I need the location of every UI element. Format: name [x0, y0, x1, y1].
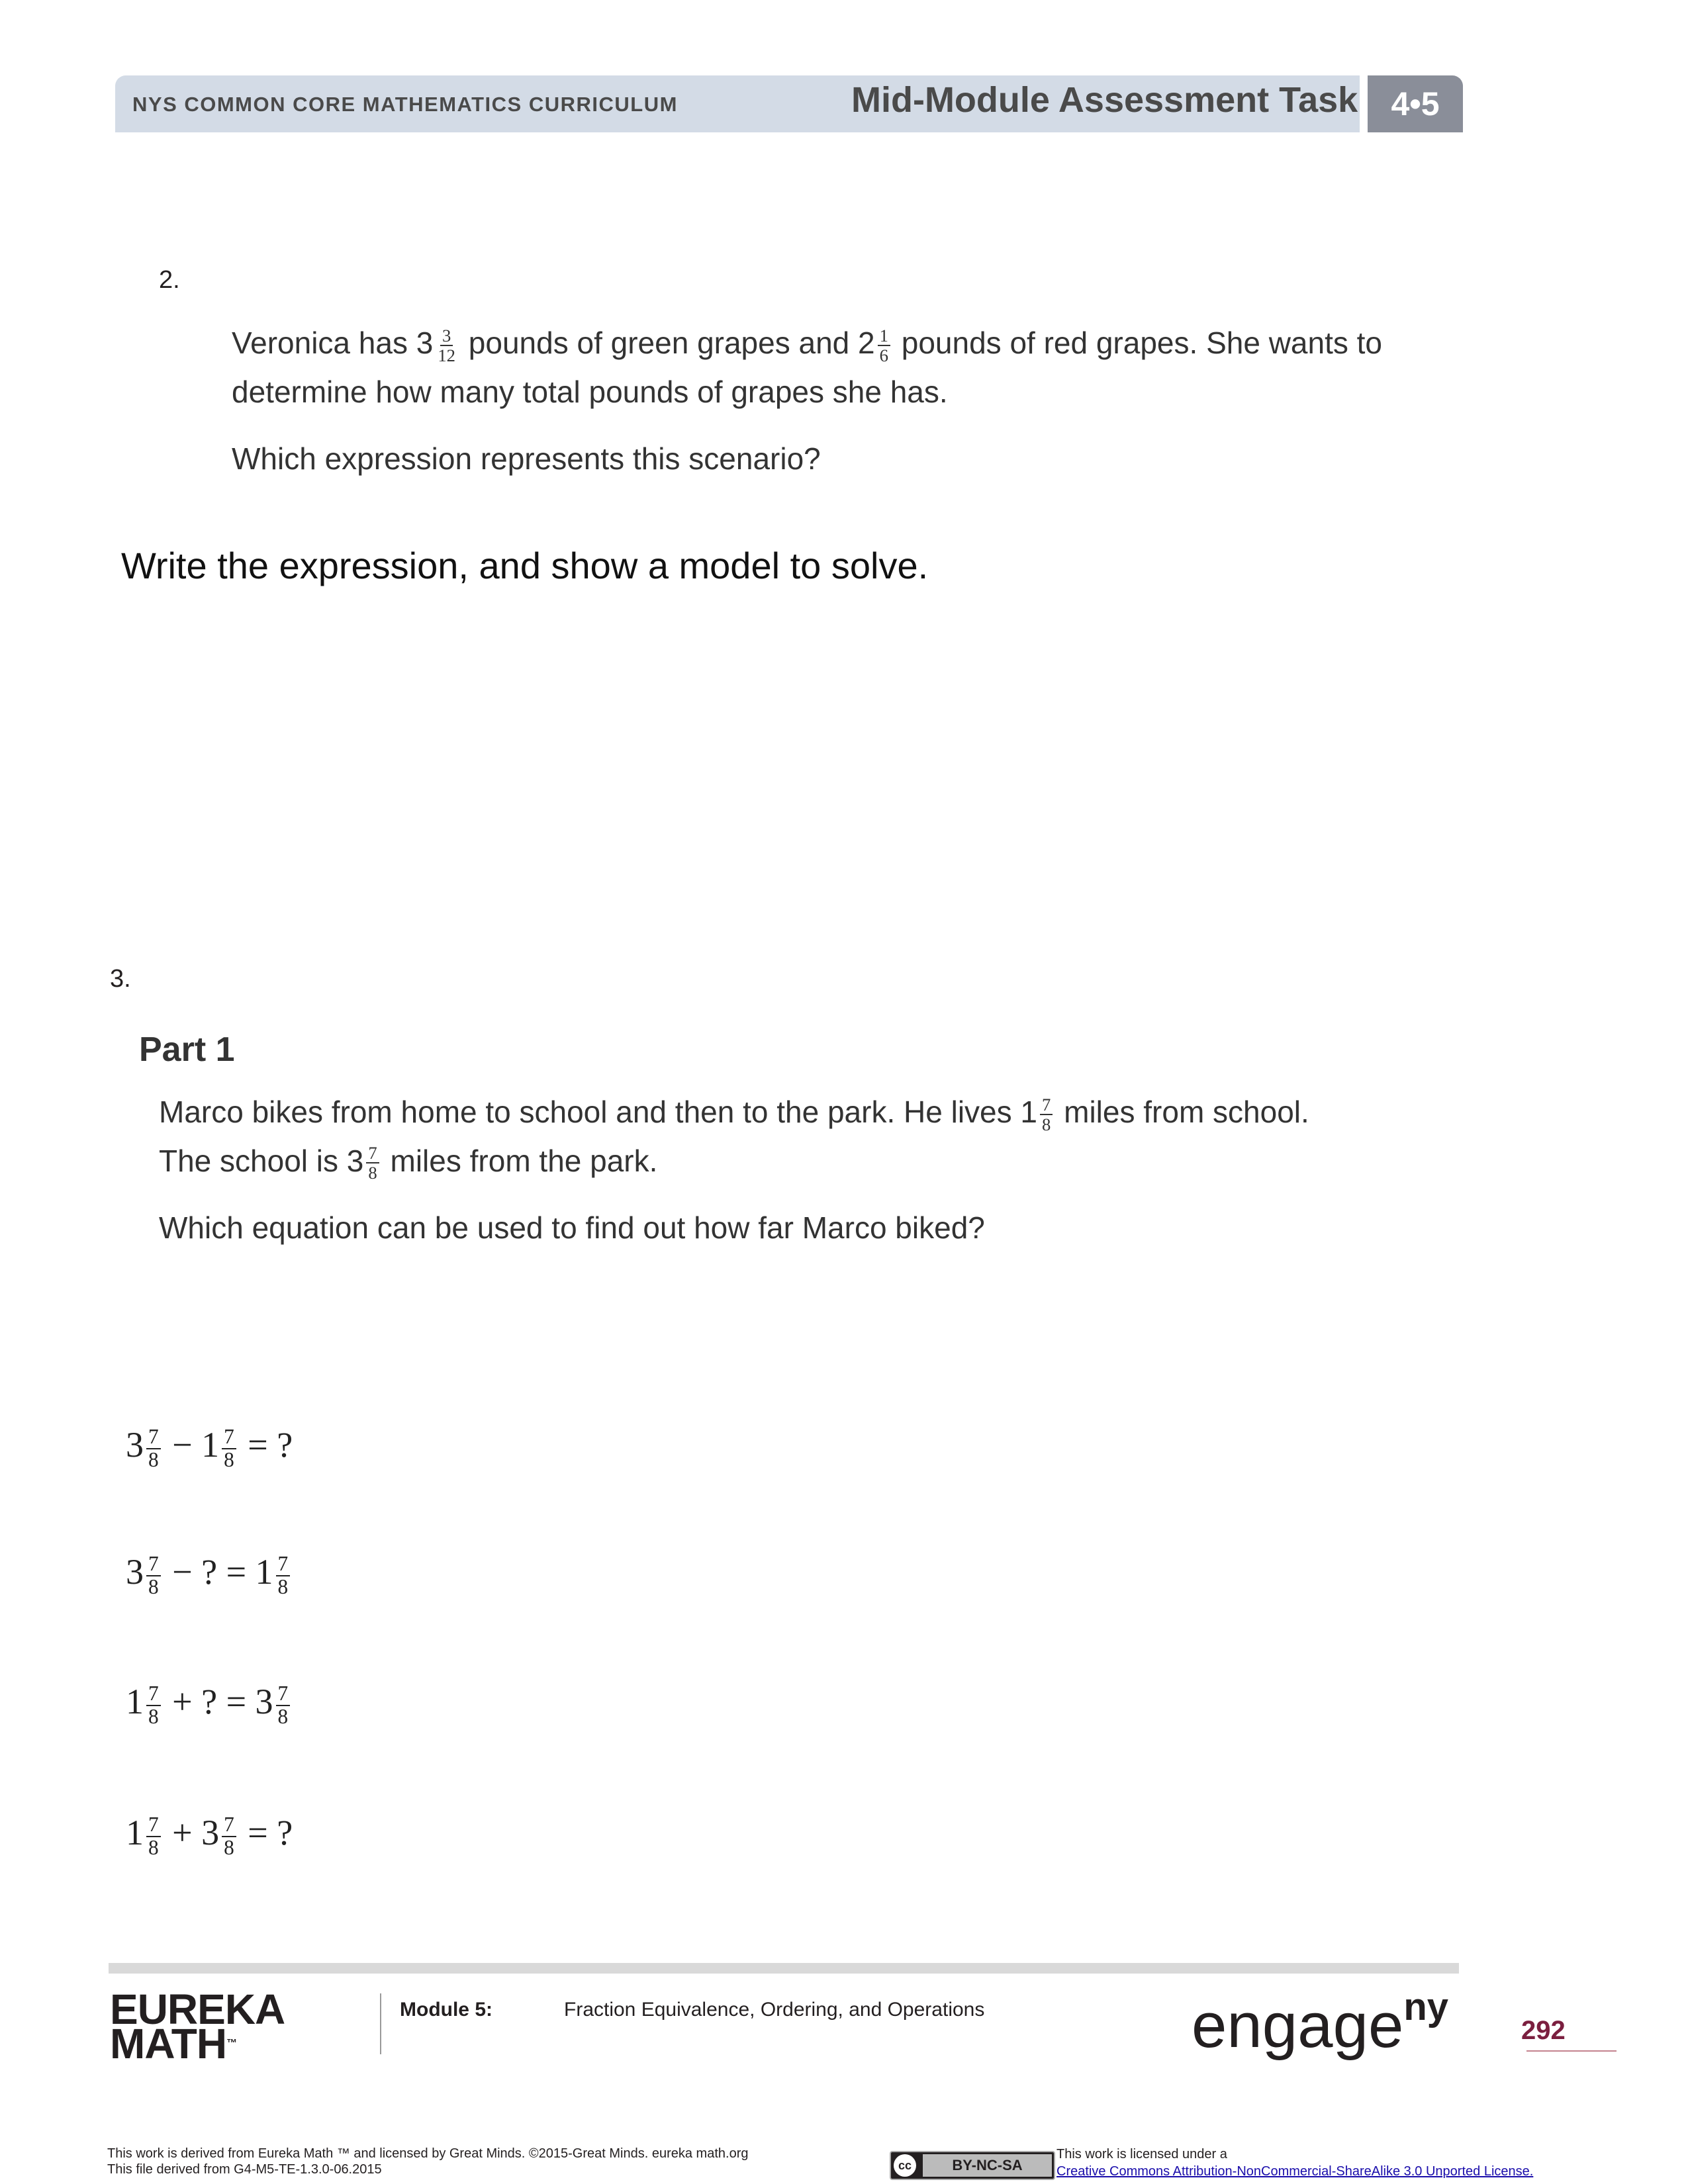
text-segment: Veronica has — [232, 326, 416, 360]
equation-option-1[interactable] — [126, 1424, 293, 1471]
operator: − ? = — [163, 1552, 256, 1592]
numerator: 7 — [146, 1426, 161, 1449]
footer-rule — [109, 1963, 1459, 1974]
task-title: Mid-Module Assessment Task — [851, 80, 1358, 120]
whole: 3 — [126, 1425, 144, 1465]
whole: 1 — [126, 1813, 144, 1852]
question-2-line-2: determine how many total pounds of grapes she has. — [232, 374, 948, 409]
numerator: 3 — [440, 326, 453, 346]
text-segment: miles from the park. — [381, 1143, 658, 1178]
text-segment: The school is — [159, 1143, 347, 1178]
text-segment: pounds of red grapes. She wants to — [892, 326, 1383, 360]
curriculum-title: NYS COMMON CORE MATHEMATICS CURRICULUM — [132, 93, 678, 116]
page-number-underline — [1526, 2050, 1617, 2052]
engage-text: engage — [1192, 1990, 1404, 2061]
whole: 3 — [416, 326, 434, 360]
question-3-line-1 — [159, 1088, 1309, 1137]
numerator: 7 — [276, 1683, 291, 1706]
question-2-instruction: Write the expression, and show a model to solve. — [121, 545, 929, 586]
denominator: 12 — [438, 345, 456, 365]
operator: + ? = — [163, 1682, 256, 1721]
whole: 3 — [346, 1143, 364, 1178]
equation-option-3[interactable] — [126, 1681, 293, 1727]
numerator: 7 — [1040, 1095, 1053, 1115]
eureka-math-logo — [110, 1985, 285, 2068]
denominator: 8 — [277, 1704, 289, 1728]
question-2-number: 2. — [159, 266, 180, 294]
fraction — [222, 1814, 236, 1859]
logo-tm: ™ — [226, 2038, 237, 2049]
fraction — [1040, 1095, 1053, 1134]
module-label: Module 5: — [400, 1999, 492, 2021]
whole: 2 — [858, 326, 875, 360]
numerator: 7 — [146, 1683, 161, 1706]
whole: 1 — [1020, 1095, 1038, 1129]
question-2-prompt: Which expression represents this scenario? — [232, 441, 821, 477]
denominator: 8 — [224, 1835, 234, 1859]
derivation-notice — [107, 2146, 748, 2177]
question-3-line-2 — [159, 1137, 1309, 1186]
numerator: 7 — [222, 1426, 236, 1449]
derivation-line-2: This file derived from G4-M5-TE-1.3.0-06.2015 — [107, 2162, 382, 2177]
denominator: 6 — [879, 345, 888, 365]
whole: 3 — [126, 1552, 144, 1592]
text-segment: pounds of green grapes and — [460, 326, 859, 360]
denominator: 8 — [148, 1704, 159, 1728]
whole: 1 — [255, 1552, 273, 1592]
footer-divider — [380, 1993, 381, 2054]
denominator: 8 — [148, 1835, 159, 1859]
question-2-line-1 — [232, 319, 1382, 368]
numerator: 7 — [222, 1814, 236, 1837]
whole: 3 — [201, 1813, 220, 1852]
module-title: Fraction Equivalence, Ordering, and Operations — [564, 1999, 985, 2021]
mixed-number — [1020, 1088, 1055, 1137]
fraction — [146, 1553, 161, 1598]
whole: 3 — [255, 1682, 273, 1721]
equals-part: = ? — [238, 1813, 293, 1852]
operator: + — [163, 1813, 202, 1852]
operator: − — [163, 1425, 202, 1465]
cc-icon: cc — [894, 2154, 916, 2177]
numerator: 7 — [146, 1553, 161, 1576]
fraction — [146, 1683, 161, 1728]
fraction — [878, 326, 890, 365]
cc-badge-label: BY-NC-SA — [923, 2154, 1052, 2177]
engage-sup: ny — [1403, 1985, 1449, 2028]
mixed-number — [416, 319, 460, 368]
fraction — [146, 1426, 161, 1471]
equation-option-4[interactable] — [126, 1812, 293, 1858]
license-text: This work is licensed under a — [1056, 2147, 1227, 2161]
denominator: 8 — [148, 1574, 159, 1598]
denominator: 8 — [224, 1447, 234, 1471]
text-segment: Marco bikes from home to school and then to the park. He lives — [159, 1095, 1021, 1129]
logo-line-1: EUREKA — [110, 1985, 285, 2033]
fraction — [366, 1144, 379, 1182]
text-segment: miles from school. — [1055, 1095, 1309, 1129]
equation-option-2[interactable] — [126, 1551, 293, 1598]
cc-badge — [890, 2151, 1055, 2180]
question-3-text — [159, 1088, 1309, 1253]
fraction — [276, 1553, 291, 1598]
whole: 1 — [201, 1425, 220, 1465]
fraction — [146, 1814, 161, 1859]
mixed-number — [858, 319, 893, 368]
fraction — [276, 1683, 291, 1728]
equals-part: = ? — [238, 1425, 293, 1465]
denominator: 8 — [277, 1574, 289, 1598]
page-number: 292 — [1521, 2016, 1566, 2045]
whole: 1 — [126, 1682, 144, 1721]
grade-badge: 4•5 — [1368, 75, 1463, 132]
numerator: 1 — [878, 326, 890, 346]
denominator: 8 — [368, 1163, 377, 1183]
mixed-number — [347, 1137, 382, 1186]
question-3-number: 3. — [110, 965, 131, 993]
fraction — [436, 326, 457, 365]
question-3-prompt: Which equation can be used to find out how far Marco biked? — [159, 1210, 985, 1246]
derivation-line-1: This work is derived from Eureka Math ™ and licensed by Great Minds. ©2015-Great Minds. eureka math.org — [107, 2146, 749, 2161]
numerator: 7 — [276, 1553, 291, 1576]
numerator: 7 — [146, 1814, 161, 1837]
question-2-text — [232, 319, 1382, 484]
part-heading: Part 1 — [139, 1030, 235, 1069]
denominator: 8 — [148, 1447, 159, 1471]
license-link[interactable]: Creative Commons Attribution-NonCommercial-ShareAlike 3.0 Unported License. — [1056, 2164, 1534, 2179]
license-notice — [1056, 2146, 1533, 2180]
engageny-logo — [1192, 1985, 1449, 2062]
numerator: 7 — [366, 1144, 379, 1163]
logo-line-2: MATH — [110, 2020, 227, 2068]
denominator: 8 — [1042, 1114, 1051, 1134]
fraction — [222, 1426, 236, 1471]
